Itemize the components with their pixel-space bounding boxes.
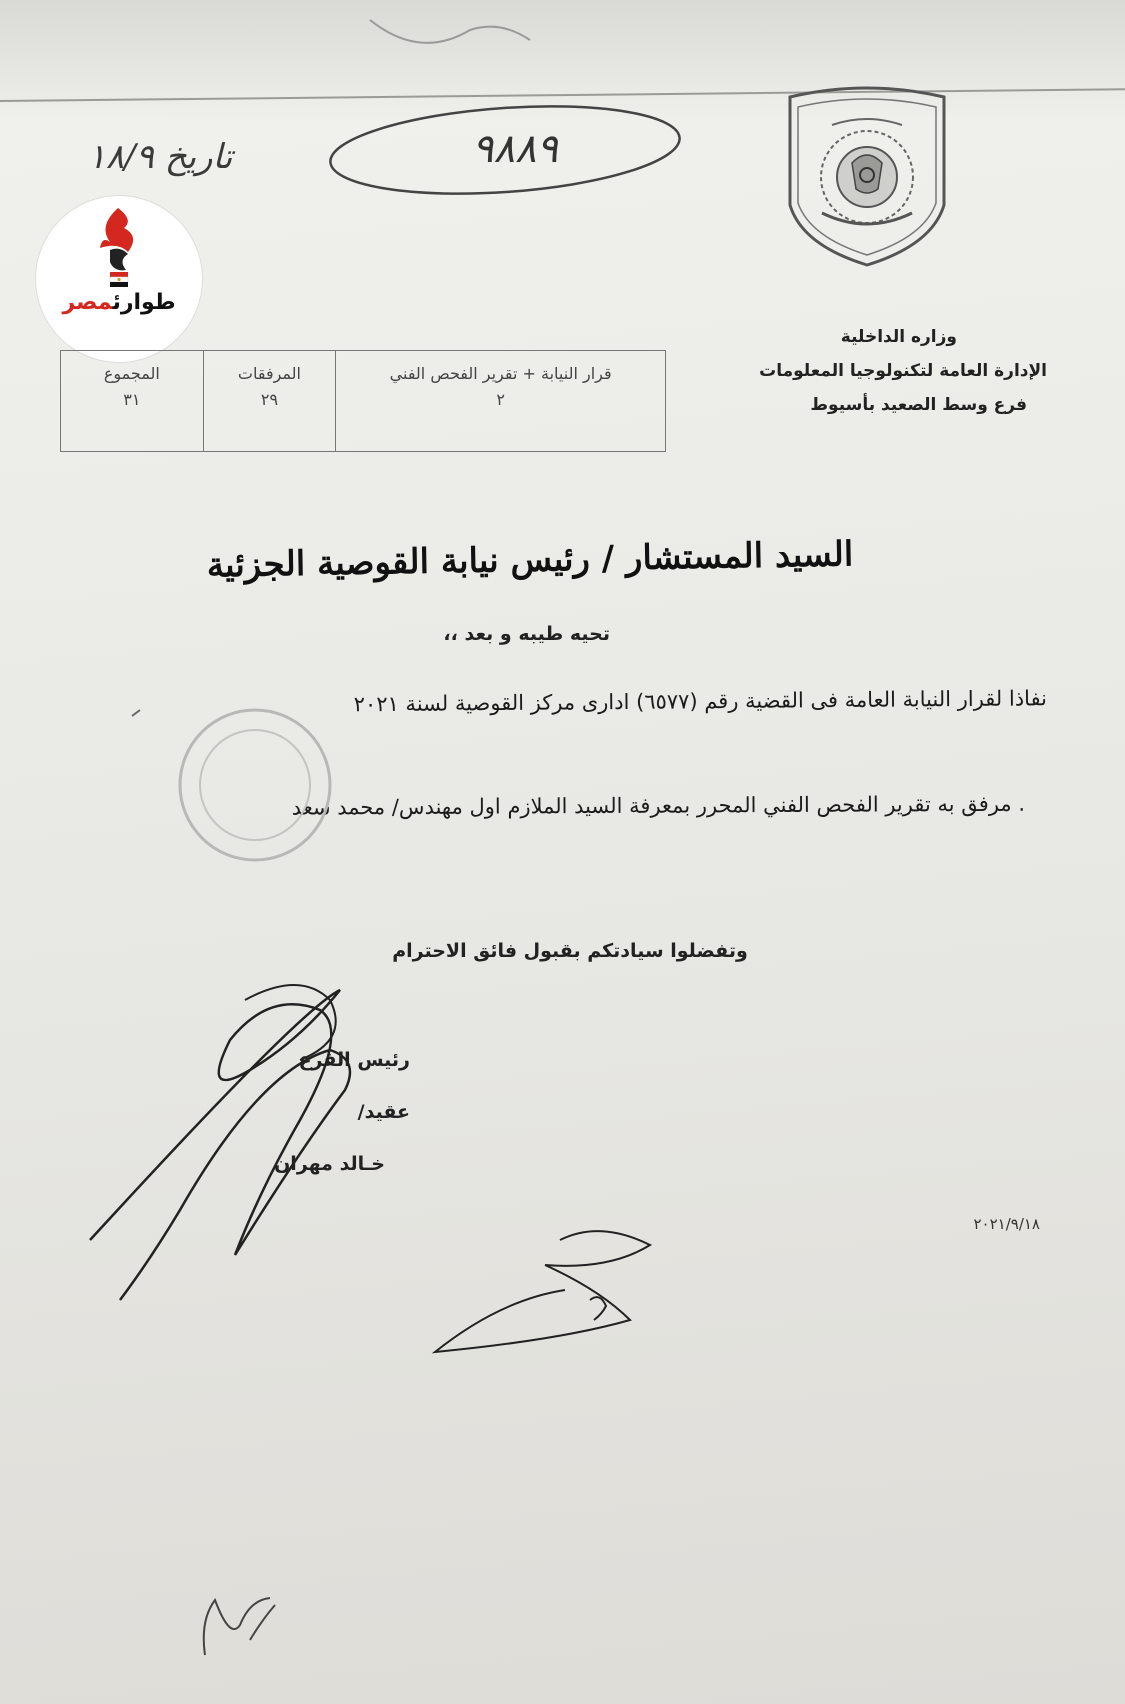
page-fold-shadow xyxy=(0,0,1125,120)
faint-stamp-icon xyxy=(180,710,330,860)
table-cell xyxy=(61,351,204,452)
faint-stamp-inner-icon xyxy=(200,730,310,840)
column-value: ٢ xyxy=(496,390,505,409)
signature-name: خـالد مهران xyxy=(274,1153,385,1175)
letter-greeting: تحيه طيبه و بعد ،، xyxy=(443,623,610,645)
flame-flag-icon xyxy=(88,206,150,290)
reference-number: ٩٨٨٩ xyxy=(472,126,558,172)
letter-body-line: . مرفق به تقرير الفحص الفني المحرر بمعرفة السيد الملازم اول مهندس/ محمد سعد xyxy=(291,791,1026,820)
bottom-scribble-icon xyxy=(204,1598,275,1655)
column-label: المرفقات xyxy=(237,364,301,383)
letter-addressee: السيد المستشار / رئيس نيابة القوصية الجزئية xyxy=(206,534,854,586)
letter-body-line: نفاذا لقرار النيابة العامة فى القضية رقم (٦٥٧٧) ادارى مركز القوصية لسنة ٢٠٢١ xyxy=(353,686,1048,717)
table-cell xyxy=(203,351,336,452)
signature-title: رئيس الفرع xyxy=(298,1049,410,1071)
column-label: قرار النيابة + تقرير الفحص الفني xyxy=(389,364,612,383)
initials-mark-icon xyxy=(590,1297,606,1320)
logo-text-red: مصر xyxy=(62,290,113,315)
logo-text-dark: طوارئ xyxy=(112,290,176,315)
watermark-logo xyxy=(36,196,202,362)
watermark-logo-text xyxy=(36,290,202,315)
column-value: ٣١ xyxy=(123,390,141,409)
tick-mark-icon xyxy=(132,710,140,716)
department-name: الإدارة العامة لتكنولوجيا المعلومات xyxy=(759,361,1047,381)
ministry-name: وزاره الداخلية xyxy=(840,327,957,347)
table-cell xyxy=(336,351,666,452)
column-label: المجموع xyxy=(103,364,160,383)
ministry-header xyxy=(647,320,1047,422)
letter-date: ٢٠٢١/٩/١٨ xyxy=(973,1215,1040,1233)
column-value: ٢٩ xyxy=(260,390,279,409)
initials-signature-icon xyxy=(435,1231,650,1352)
attachments-table xyxy=(60,350,666,452)
signature-rank: عقيد/ xyxy=(357,1101,410,1123)
letter-closing: وتفضلوا سيادتكم بقبول فائق الاحترام xyxy=(392,940,748,962)
handwritten-date-note: تاريخ ١٨/٩ xyxy=(87,137,233,177)
branch-name: فرع وسط الصعيد بأسيوط xyxy=(810,395,1027,415)
ministry-emblem-icon xyxy=(782,85,952,270)
table-row xyxy=(61,351,666,452)
signature-block xyxy=(150,1034,410,1190)
